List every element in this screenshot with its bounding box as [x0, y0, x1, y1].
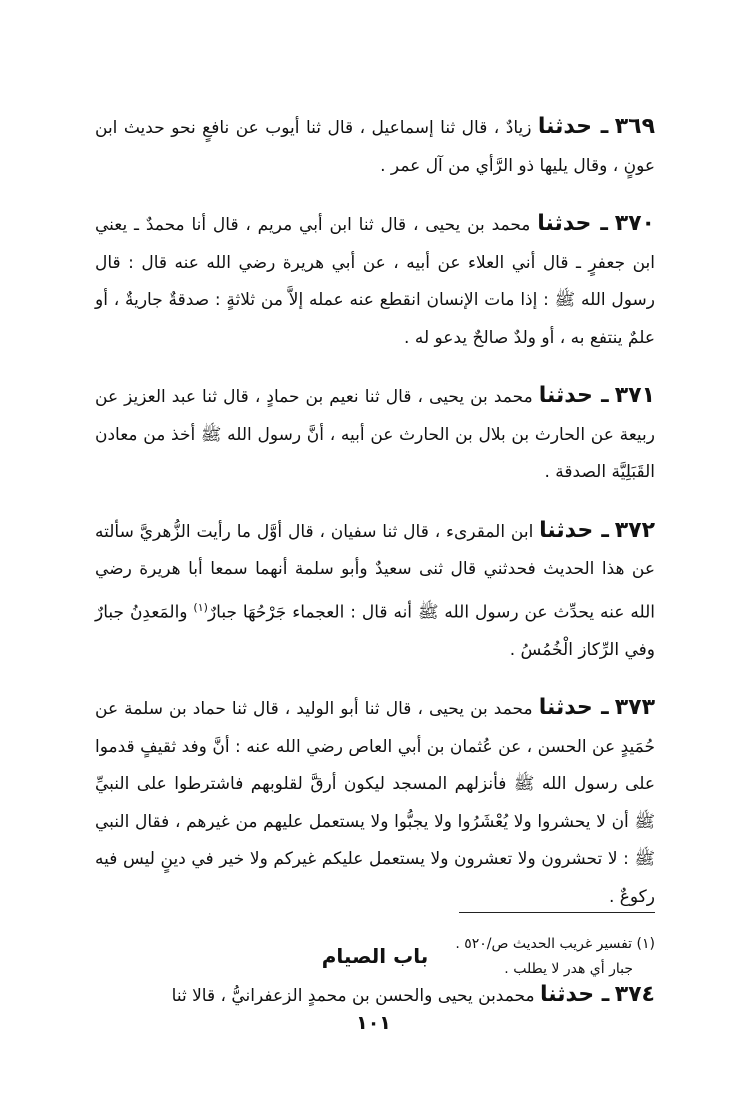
hadith-number: ٣٧٤: [614, 982, 655, 1008]
hadith-text: محمد بن يحيى ، قال ثنا نعيم بن حمادٍ ، قال ثنا عبد العزيز عن ربيعة عن الحارث بن بلال بن الحارث عن أبيه ، أنَّ رسول الله ﷺ أخذ من معادن القَبَلِيَّة الصدقة .: [95, 387, 655, 482]
chapter-title: باب الصيام: [321, 944, 429, 969]
hadith-lead: ـ حدثنا: [538, 695, 609, 721]
hadith-373: [95, 689, 655, 916]
footnotes: [95, 932, 655, 982]
hadith-371: [95, 377, 655, 492]
hadith-text: محمدبن يحيى والحسن بن محمدٍ الزعفرانيُّ ، قالا ثنا: [171, 986, 535, 1007]
footnote-1-continued: جبار أي هدر لا يطلب .: [504, 961, 633, 977]
hadith-number: ٣٦٩: [614, 114, 656, 139]
hadith-369: [95, 108, 655, 185]
hadith-number: ٣٧١: [614, 383, 656, 408]
hadith-lead: ـ حدثنا: [540, 982, 610, 1008]
hadith-text: محمد بن يحيى ، قال ثنا ابن أبي مريم ، قال أنا محمدٌ ـ يعني ابن جعفرٍ ـ قال أني العلاء عن أبيه ، عن أبي هريرة رضي الله عنه قال : قال رسول الله ﷺ : إذا مات الإنسان انقطع عنه عمله إلاَّ من ثلاثةٍ : صدقةٌ جاريةٌ ، أو علمٌ ينتفع به ، أو ولدٌ صالحٌ يدعو له .: [95, 215, 655, 348]
hadith-text: زيادٌ ، قال ثنا إسماعيل ، قال ثنا أيوب عن نافعٍ نحو حديث ابن عونٍ ، وقال يليها ذو الرَّأي من آل عمر .: [95, 118, 655, 176]
hadith-lead: ـ حدثنا: [539, 517, 609, 543]
hadith-number: ٣٧٠: [614, 211, 655, 236]
footnote-1: (١) تفسير غريب الحديث ص/٥٢٠ .: [455, 936, 655, 952]
footnote-reference: (١): [193, 600, 208, 614]
page-number: ١٠١: [356, 1012, 391, 1034]
hadith-372: [95, 512, 655, 670]
hadith-number: ٣٧٣: [614, 695, 656, 721]
hadith-text: ابن المقرىء ، قال ثنا سفيان ، قال أوَّل ما رأيت الزُّهريَّ سألته عن هذا الحديث فحدثني قال ثنى سعيدٌ وأبو سلمة أنهما سمعا أبا هريرة رضي الله عنه يحدِّث عن رسول الله ﷺ أنه قال : العجماء جَرْحُهَا جبارٌ: [95, 521, 655, 623]
hadith-374: [95, 976, 655, 1016]
hadith-number: ٣٧٢: [614, 517, 656, 543]
hadith-lead: ـ حدثنا: [537, 114, 609, 139]
hadith-text: محمد بن يحيى ، قال ثنا أبو الوليد ، قال ثنا حماد بن سلمة عن حُمَيدٍ عن الحسن ، عن عُثمان بن أبي العاص رضي الله عنه : أنَّ وفد ثقيفٍ قدموا على رسول الله ﷺ فأنزلهم المسجد ليكون أرقَّ لقلوبهم فاشترطوا على النبيِّ ﷺ أن لا يحشروا ولا يُعْشَرُوا ولا يجبُّوا ولا يستعمل عليهم من غيرهم ، فقال النبي ﷺ : لا تحشرون ولا تعشرون ولا يستعمل عليكم غيركم ولا خير في دينٍ ليس فيه ركوعٌ .: [95, 699, 655, 907]
hadith-text-continued: والمَعدِنُ جبارٌ وفي الرِّكاز الْخُمُسُ .: [95, 602, 655, 660]
footnote-divider: [459, 912, 655, 913]
page-body: [95, 108, 655, 1036]
hadith-lead: ـ حدثنا: [537, 211, 608, 236]
hadith-lead: ـ حدثنا: [538, 383, 609, 408]
hadith-370: [95, 205, 655, 357]
